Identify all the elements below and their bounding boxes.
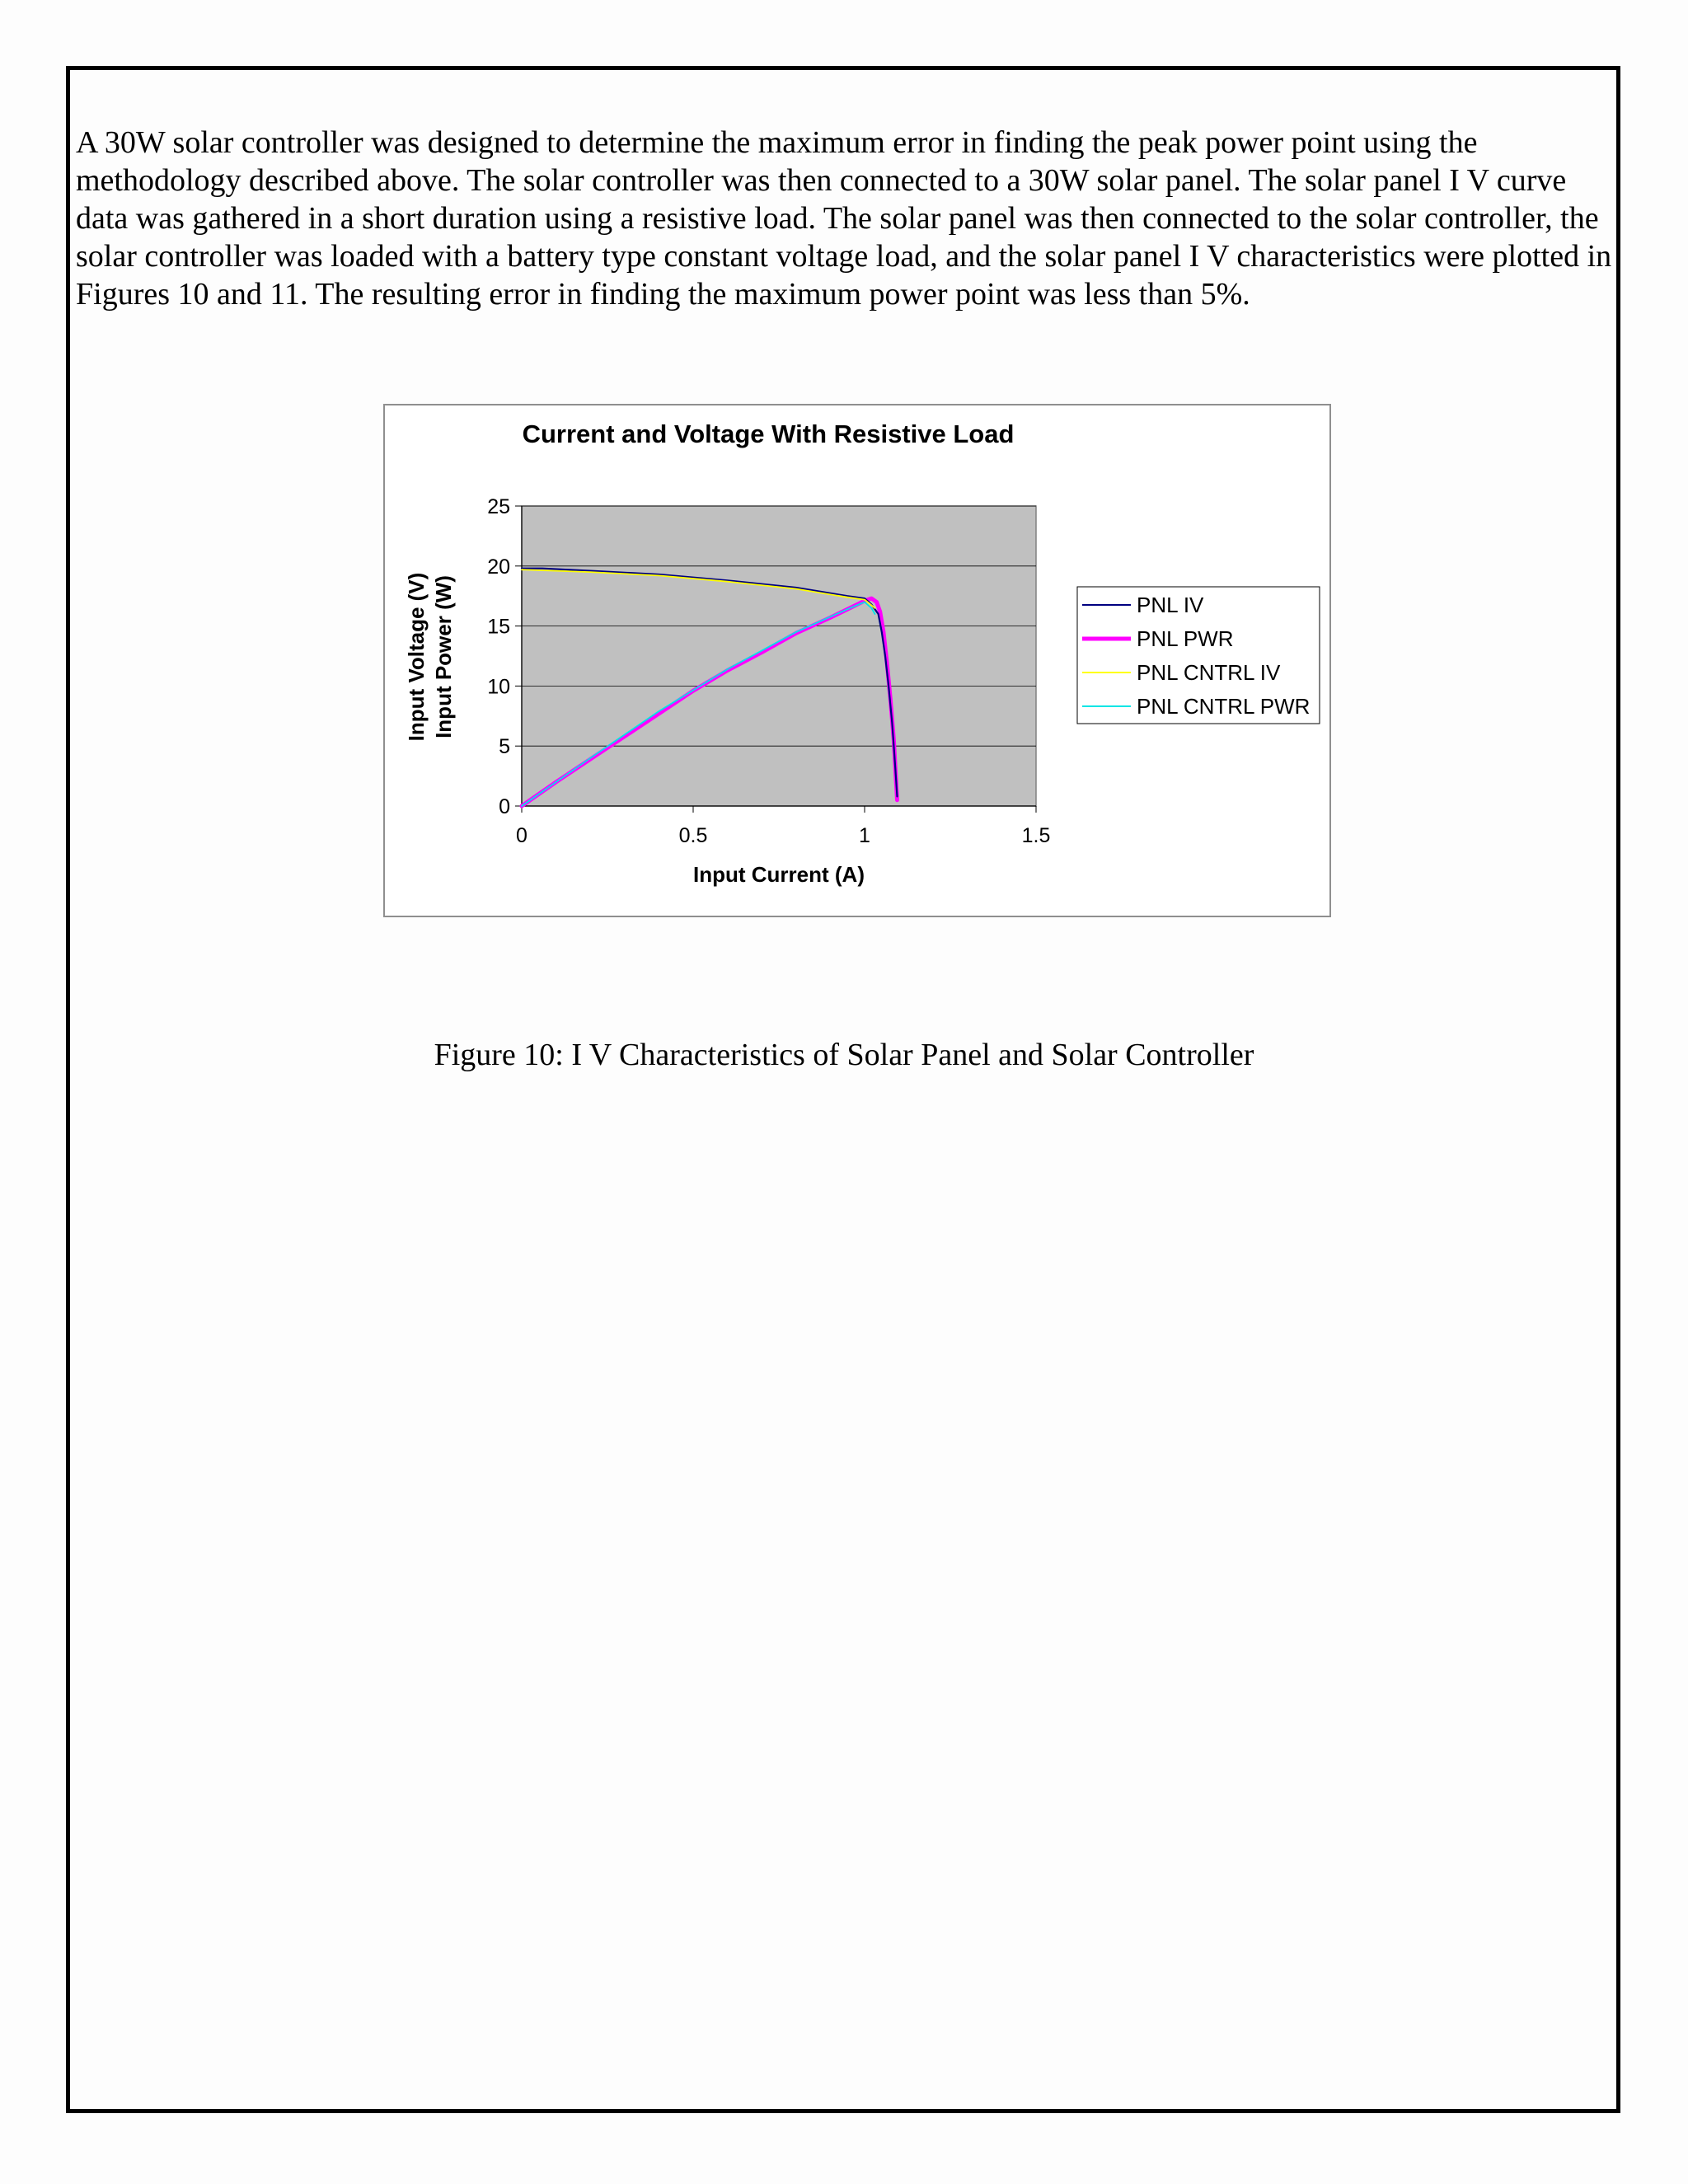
y-tick-label: 20 <box>487 555 510 579</box>
chart-svg <box>385 405 1333 919</box>
plot-area <box>522 506 1036 806</box>
y-axis-label-voltage: Input Voltage (V) <box>404 572 429 742</box>
x-tick-label: 1.5 <box>1021 824 1051 847</box>
body-paragraph: A 30W solar controller was designed to determine the maximum error in finding the peak power point using the methodology described above. The solar controller was then connected to a 30W solar panel. The solar panel I V curve data was gathered in a short duration using a resistive load. The solar panel was then connected to the solar controller, the solar controller was loaded with a battery type constant voltage load, and the solar panel I V characteristics were plotted in Figures 10 and 11. The resulting error in finding the maximum power point was less than 5%. <box>76 125 1612 312</box>
x-tick-label: 0.5 <box>678 824 708 847</box>
y-tick-label: 25 <box>487 495 510 518</box>
y-tick-label: 15 <box>487 615 510 639</box>
y-tick-label: 10 <box>487 675 510 699</box>
y-tick-label: 5 <box>499 735 510 759</box>
legend-label: PNL PWR <box>1137 626 1234 651</box>
figure-10-chart <box>383 404 1331 917</box>
legend-label: PNL IV <box>1137 593 1204 617</box>
y-tick-label: 0 <box>499 795 510 818</box>
legend-label: PNL CNTRL IV <box>1137 660 1281 685</box>
page-border <box>66 66 1620 2113</box>
x-tick-label: 0 <box>516 824 528 847</box>
y-axis-label-power: Input Power (W) <box>431 575 456 738</box>
legend-label: PNL CNTRL PWR <box>1137 694 1311 719</box>
x-tick-label: 1 <box>859 824 870 847</box>
x-axis-label: Input Current (A) <box>693 862 865 887</box>
chart-title: Current and Voltage With Resistive Load <box>522 419 1015 448</box>
figure-caption: Figure 10: I V Characteristics of Solar Panel and Solar Controller <box>434 1038 1254 1072</box>
